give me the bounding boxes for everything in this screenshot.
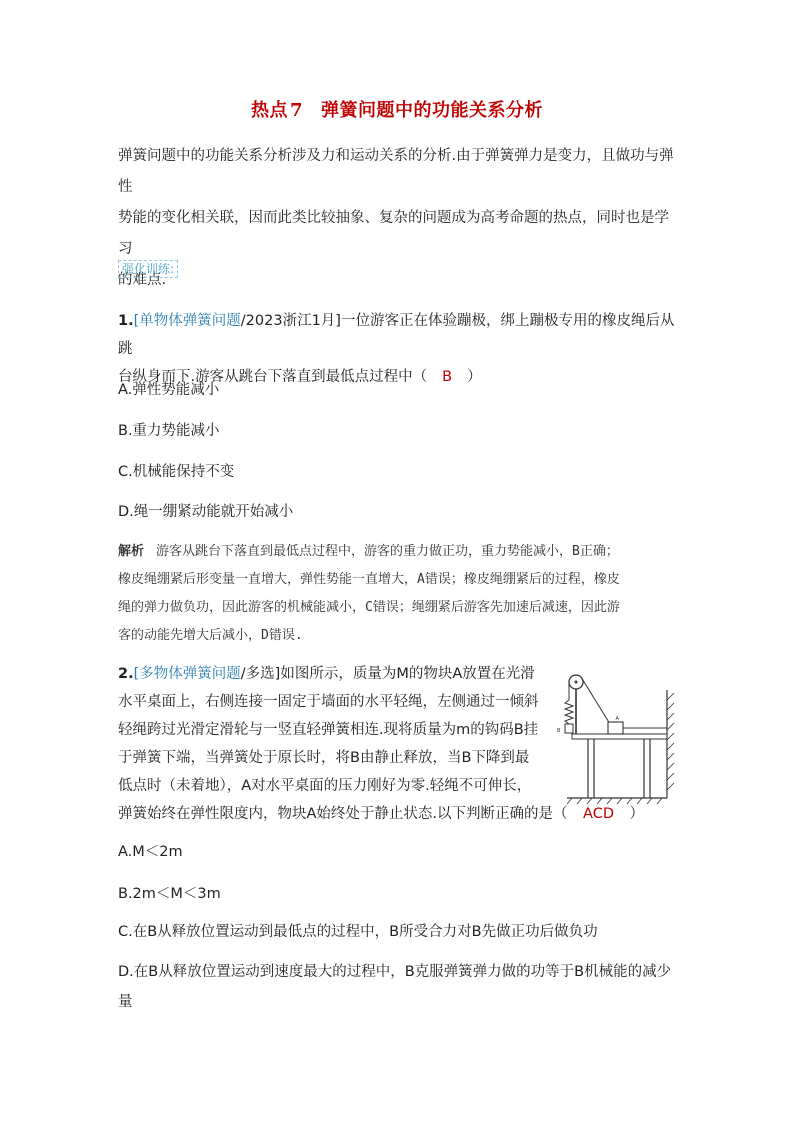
- table-top: [572, 734, 667, 739]
- intro-line: 的难点.: [118, 272, 167, 288]
- inclined-rope: [581, 677, 610, 724]
- intro-line: 势能的变化相关联，因而此类比较抽象、复杂的问题成为高考命题的热点，同时也是学习: [118, 210, 669, 257]
- option-1a: A.弹性势能减小: [118, 382, 220, 398]
- question-1-line1: 1.[单物体弹簧问题/2023浙江1月]一位游客正在体验蹦极，绑上蹦极专用的橡皮绳后从跳: [118, 313, 675, 357]
- answer-1: B: [442, 369, 453, 385]
- answer-2: ACD: [583, 806, 615, 822]
- option-2b: B.2m＜M＜3m: [118, 886, 221, 902]
- svg-text:B: B: [557, 728, 561, 734]
- section-label: 强化训练:: [118, 260, 178, 278]
- wall-hatch: [667, 693, 674, 790]
- pulley-axle: [575, 681, 578, 684]
- option-1c: C.机械能保持不变: [118, 464, 235, 480]
- option-2c: C.在B从释放位置运动到最低点的过程中，B所受合力对B先做正功后做负功: [118, 924, 598, 940]
- option-2d-cont: 量: [118, 994, 133, 1010]
- svg-text:A: A: [615, 716, 619, 722]
- analysis-label: 解析: [118, 544, 145, 559]
- analysis-1: 解析 游客从跳台下落直到最低点过程中，游客的重力做正功，重力势能减小，B正确； 橡皮绳绷紧后形变量一直增大，弹性势能一直增大，A错误；橡皮绳绷紧后的过程，橡皮 绳的弹力做负功，因此游客的机械能减小，C错误；绳绷紧后游客先加速后减速，因此游 客的动能先增大后减小，D错误.: [118, 544, 620, 643]
- weight-b: [565, 724, 573, 733]
- intro-line: 弹簧问题中的功能关系分析涉及力和运动关系的分析.由于弹簧弹力是变力，且做功与弹性: [118, 148, 674, 195]
- option-2d: D.在B从释放位置运动到速度最大的过程中，B克服弹簧弹力做的功等于B机械能的减少: [118, 964, 672, 980]
- question-1-line2: 台纵身而下.游客从跳台下落直到最低点过程中（ B ）: [118, 363, 688, 391]
- option-2a: A.M＜2m: [118, 844, 183, 860]
- floor-hatch: [567, 798, 662, 804]
- spring: [565, 700, 573, 724]
- option-1d: D.绳一绷紧动能就开始减小: [118, 504, 294, 520]
- question-2: 2.[多物体弹簧问题/多选]如图所示，质量为M的物块A放置在光滑 水平桌面上，右侧连接一固定于墙面的水平轻绳，左侧通过一倾斜 轻绳跨过光滑定滑轮与一竖直轻弹簧相连.现将质量为m的钩码B挂 于弹簧下端，当弹簧处于原长时，将B由静止释放，当B下降到最 低点时（未着地），A对水平桌面的压力刚好为零.轻绳不可伸长， 弹簧始终在弹性限度内，物块A始终处于静止状态.以下判断正确的是（ ACD ）: [118, 660, 678, 828]
- page-title: 热点 7 弹簧问题中的功能关系分析: [250, 100, 544, 121]
- block-a: [608, 722, 623, 734]
- intro-paragraph: [118, 141, 678, 296]
- pulley-spring-figure: [552, 660, 682, 805]
- option-1b: B.重力势能减小: [118, 423, 220, 439]
